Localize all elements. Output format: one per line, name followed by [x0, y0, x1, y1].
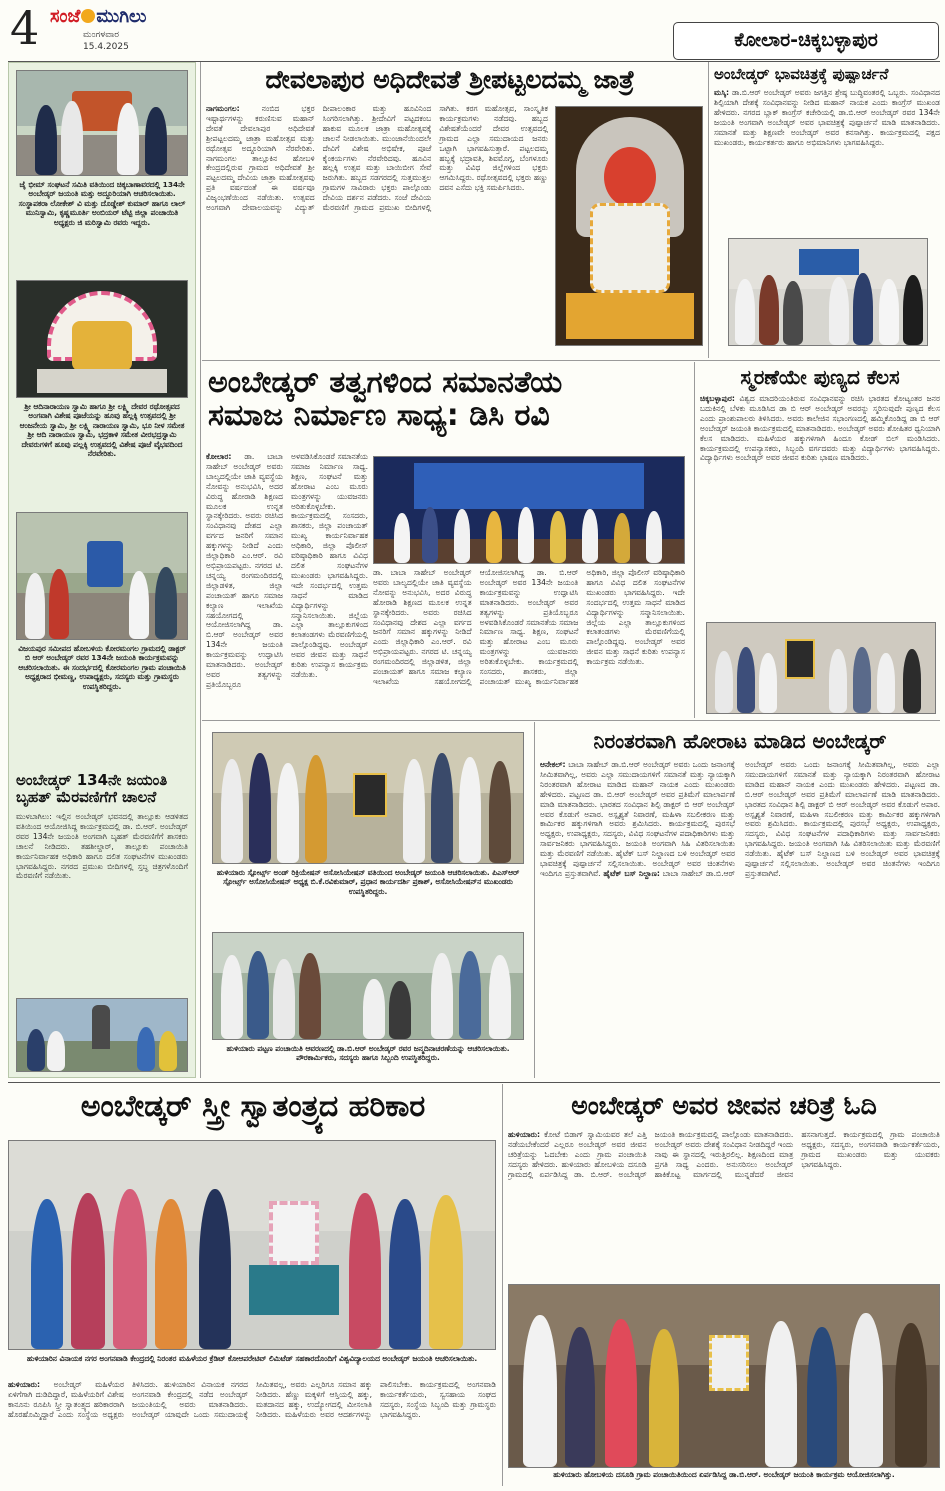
article6-photo — [8, 1140, 496, 1350]
sidebar-photo-group — [16, 512, 188, 640]
article1-dateline: ನಾಗಮಂಗಲ: — [206, 104, 240, 113]
column-rule-b — [694, 362, 695, 718]
article4-dateline: ಚಿಕ್ಕಬಳ್ಳಾಪುರ: — [700, 394, 735, 403]
article3-text: ಡಾ. ಬಾಬಾ ಸಾಹೇಬ್ ಅಂಬೇಡ್ಕರ್ ಅವರು ಬಾಲ್ಯದಲ್ಲಿಯೇ ಜಾತಿ ವ್ಯವಸ್ಥೆಯ ನೋವನ್ನು ಅನುಭವಿಸಿ, ಅದರ ವಿರುದ್ಧ ಹೋರಾಡಿ ಶಿಕ್ಷಣದ ಮೂಲಕ ಉನ್ನತ ಸ್ಥಾನಕ್ಕೇರಿದರು. ಅವರು ರಚಿಸಿದ ಸಂವಿಧಾನವು ದೇಶದ ಎಲ್ಲಾ ವರ್ಗದ ಜನರಿಗೆ ಸಮಾನ ಹಕ್ಕುಗಳನ್ನು ನೀಡಿದೆ ಎಂದು ಜಿಲ್ಲಾಧಿಕಾರಿ ಎಂ.ಆರ್. ರವಿ ಅಭಿಪ್ರಾಯಪಟ್ಟರು. ನಗರದ ಟಿ. ಚನ್ನಯ್ಯ ರಂಗಮಂದಿರದಲ್ಲಿ ಜಿಲ್ಲಾಡಳಿತ, ಜಿಲ್ಲಾ ಪಂಚಾಯತ್ ಹಾಗೂ ಸಮಾಜ ಕಲ್ಯಾಣ ಇಲಾಖೆಯ ಸಹಯೋಗದಲ್ಲಿ ಆಯೋಜಿಸಲಾಗಿದ್ದ ಡಾ. ಬಿ.ಆರ್ ಅಂಬೇಡ್ಕರ್ ಅವರ 134ನೇ ಜಯಂತಿ ಕಾರ್ಯಕ್ರಮವನ್ನು ಉದ್ಘಾಟಿಸಿ ಮಾತನಾಡಿದರು. ಅಂಬೇಡ್ಕರ್ ಅವರ ತತ್ವಗಳನ್ನು ಪ್ರತಿಯೊಬ್ಬರೂ ಅಳವಡಿಸಿಕೊಂಡರೆ ಸಮಾನತೆಯ ಸಮಾಜ ನಿರ್ಮಾಣ ಸಾಧ್ಯ. ಶಿಕ್ಷಣ, ಸಂಘಟನೆ ಮತ್ತು ಹೋರಾಟ ಎಂಬ ಮೂರು ಮಂತ್ರಗಳನ್ನು ಯುವಜನರು ಅರಿತುಕೊಳ್ಳಬೇಕು. ಕಾರ್ಯಕ್ರಮದಲ್ಲಿ ಸಂಸದರು, ಶಾಸಕರು, ಜಿಲ್ಲಾ ಪಂಚಾಯತ್ ಮುಖ್ಯ ಕಾರ್ಯನಿರ್ವಾಹಕ ಅಧಿಕಾರಿ, ಜಿಲ್ಲಾ ಪೊಲೀಸ್ ವರಿಷ್ಠಾಧಿಕಾರಿ ಹಾಗೂ ವಿವಿಧ ದಲಿತ ಸಂಘಟನೆಗಳ ಮುಖಂಡರು ಭಾಗವಹಿಸಿದ್ದರು. ಇದೇ ಸಂದರ್ಭದಲ್ಲಿ ಉತ್ತಮ ಸಾಧನೆ ಮಾಡಿದ ವಿದ್ಯಾರ್ಥಿಗಳನ್ನು ಸನ್ಮಾನಿಸಲಾಯಿತು. ಜಿಲ್ಲೆಯ ಎಲ್ಲಾ ತಾಲ್ಲೂಕುಗಳಿಂದ ಕಲಾತಂಡಗಳು ಮೆರವಣಿಗೆಯಲ್ಲಿ ಪಾಲ್ಗೊಂಡಿದ್ದವು. ಅಂಬೇಡ್ಕರ್ ಅವರ ಜೀವನ ಮತ್ತು ಸಾಧನೆ ಕುರಿತು ಉಪನ್ಯಾಸ ಕಾರ್ಯಕ್ರಮ ನಡೆಯಿತು. — [206, 452, 368, 689]
article3-headline-line2: ಸಮಾಜ ನಿರ್ಮಾಣ ಸಾಧ್ಯ: ಡಿಸಿ ರವಿ — [208, 398, 550, 433]
article4-headline: ಸ್ಮರಣೆಯೇ ಪುಣ್ಯದ ಕೆಲಸ — [740, 365, 900, 389]
row-rule-2 — [202, 720, 940, 721]
sun-icon — [81, 9, 95, 23]
article4-photo — [706, 622, 936, 714]
article5-subhead: ಹೈಟೆಕ್ ಬಸ್ ನಿಲ್ದಾಣ: — [603, 868, 660, 878]
article4-body — [700, 394, 940, 618]
column-rule-left — [200, 62, 201, 1078]
sidebar-photo-stage — [16, 70, 188, 176]
article6-headline: ಅಂಬೇಡ್ಕರ್ ಸ್ತ್ರೀ ಸ್ವಾತಂತ್ರ್ಯದ ಹರಿಕಾರ — [80, 1089, 426, 1124]
row-rule-1 — [202, 360, 940, 361]
article7-caption: ಹುಳಿಯಾರು ಹೋಬಳಿಯ ದಸೂಡಿ ಗ್ರಾಮ ಪಂಚಾಯಿತಿಯಿಂದ ಏರ್ಪಡಿಸಿದ್ದ ಡಾ.ಬಿ.ಆರ್. ಅಂಬೇಡ್ಕರ್ ಜಯಂತಿ ಕಾರ್ಯಕ್ರಮ ಆಯೋಜಿಸಲಾಗಿತ್ತು. — [553, 1470, 895, 1479]
article5-text: ಬಾಬಾ ಸಾಹೇಬ್ ಡಾ.ಬಿ.ಆರ್ ಅಂಬೇಡ್ಕರ್ ಅವರು ಒಂದು ಜನಾಂಗಕ್ಕೆ ಸೀಮಿತವಾಗಿಲ್ಲ, ಅವರು ಎಲ್ಲಾ ಸಮುದಾಯಗಳಿಗೆ ಸಮಾನತೆ ಮತ್ತು ನ್ಯಾಯಕ್ಕಾಗಿ ನಿರಂತರವಾಗಿ ಹೋರಾಟ ಮಾಡಿದ ಮಹಾನ್ ನಾಯಕ ಎಂದು ಮುಖಂಡರು ಹೇಳಿದರು. ಪಟ್ಟಣದ ಡಾ. ಬಿ.ಆರ್ ಅಂಬೇಡ್ಕರ್ ಅವರ ಪ್ರತಿಮೆಗೆ ಮಾಲಾರ್ಪಣೆ ಮಾಡಿ ಮಾತನಾಡಿದರು. ಭಾರತದ ಸಂವಿಧಾನ ಶಿಲ್ಪಿ ಡಾಕ್ಟರ್ ಬಿ ಆರ್ ಅಂಬೇಡ್ಕರ್ ಅವರ ಕೊಡುಗೆ ಅಪಾರ. ಅಸ್ಪೃಶ್ಯತೆ ನಿವಾರಣೆ, ಮಹಿಳಾ ಸಬಲೀಕರಣ ಮತ್ತು ಕಾರ್ಮಿಕರ ಹಕ್ಕುಗಳಿಗಾಗಿ ಅವರು ಶ್ರಮಿಸಿದರು. ಕಾರ್ಯಕ್ರಮದಲ್ಲಿ ಪುರಸಭೆ ಅಧ್ಯಕ್ಷರು, ಉಪಾಧ್ಯಕ್ಷರು, ಸದಸ್ಯರು, ವಿವಿಧ ಸಂಘಟನೆಗಳ ಪದಾಧಿಕಾರಿಗಳು ಮತ್ತು ಸಾರ್ವಜನಿಕರು ಭಾಗವಹಿಸಿದ್ದರು. ಜಯಂತಿ ಅಂಗವಾಗಿ ಸಿಹಿ ವಿತರಿಸಲಾಯಿತು ಮತ್ತು ಮೆರವಣಿಗೆ ನಡೆಯಿತು. ಹೈಟೆಕ್ ಬಸ್ ನಿಲ್ದಾಣದ ಬಳಿ ಅಂಬೇಡ್ಕರ್ ಅವರ ಭಾವಚಿತ್ರಕ್ಕೆ ಪುಷ್ಪಾರ್ಚನೆ ಸಲ್ಲಿಸಲಾಯಿತು. ಅಂಬೇಡ್ಕರ್ ಅವರ ಚಿಂತನೆಗಳು ಇಂದಿಗೂ ಪ್ರಸ್ತುತವಾಗಿವೆ. — [540, 760, 735, 878]
article1-headline: ದೇವಲಾಪುರ ಅಧಿದೇವತೆ ಶ್ರೀಪಟ್ಟಲದಮ್ಮ ಜಾತ್ರೆ — [265, 65, 635, 94]
article3-dateline: ಕೋಲಾರ: — [206, 452, 232, 461]
newspaper-logo — [50, 6, 146, 28]
row-rule-3 — [8, 1082, 940, 1083]
column-rule-d — [502, 1084, 503, 1486]
sidebar-headline: ಅಂಬೇಡ್ಕರ್ 134ನೇ ಜಯಂತಿ ಬೃಹತ್ ಮೆರವಣಿಗೆಗೆ ಚಾಲನೆ — [16, 771, 168, 806]
article4-text: ವಿಶ್ವದ ಮಾದರಿಯಂತಿರುವ ಸಂವಿಧಾನವನ್ನು ರಚಿಸಿ ಭಾರತದ ಕೋಟ್ಯಂತರ ಜನರ ಬದುಕಿನಲ್ಲಿ ಬೆಳಕು ಮೂಡಿಸಿದ ಡಾ ಬಿ ಆರ್ ಅಂಬೇಡ್ಕರ್ ಅವರನ್ನು ಸ್ಮರಿಸುವುದೇ ಪುಣ್ಯದ ಕೆಲಸ ಎಂದು ಪ್ರಾಂಶುಪಾಲರು ತಿಳಿಸಿದರು. ಅವರು ಕಾಲೇಜಿನ ಸಭಾಂಗಣದಲ್ಲಿ ಹಮ್ಮಿಕೊಂಡಿದ್ದ ಡಾ ಬಿ ಆರ್ ಅಂಬೇಡ್ಕರ್ ಜಯಂತಿ ಕಾರ್ಯಕ್ರಮದಲ್ಲಿ ಮಾತನಾಡಿದರು. ಅಂಬೇಡ್ಕರ್ ಅವರು ಶೋಷಿತರ ಧ್ವನಿಯಾಗಿ ಕೆಲಸ ಮಾಡಿದರು. ಮಹಿಳೆಯರ ಹಕ್ಕುಗಳಿಗಾಗಿ ಹಿಂದೂ ಕೋಡ್ ಬಿಲ್ ಮಂಡಿಸಿದರು. ಕಾರ್ಯಕ್ರಮದಲ್ಲಿ ಉಪನ್ಯಾಸಕರು, ಸಿಬ್ಬಂದಿ ವರ್ಗದವರು ಮತ್ತು ವಿದ್ಯಾರ್ಥಿಗಳು ಭಾಗವಹಿಸಿದ್ದರು. ವಿದ್ಯಾರ್ಥಿಗಳು ಅಂಬೇಡ್ಕರ್ ಅವರ ಜೀವನ ಕುರಿತು ಭಾಷಣ ಮಾಡಿದರು. — [700, 394, 940, 463]
sidebar-photo-statue — [16, 998, 188, 1072]
sidebar-caption-3: ವಿಜಯಪುರ ಸಮೀಪದ ಹೋಬಳಿಯ ಕೋರಮಂಗಲ ಗ್ರಾಮದಲ್ಲಿ ಡಾಕ್ಟರ್ ಬಿ ಆರ್ ಅಂಬೇಡ್ಕರ್ ರವರ 134ನೇ ಜಯಂತಿ ಕಾರ್ಯಕ್ರಮವನ್ನು ಆಚರಿಸಲಾಯಿತು. ಈ ಸಂದರ್ಭದಲ್ಲಿ ಕೋರಮಂಗಲ ಗ್ರಾಮ ಪಂಚಾಯಿತಿ ಅಧ್ಯಕ್ಷರಾದ ಭೀಮಣ್ಣ, ಉಪಾಧ್ಯಕ್ಷರು, ಸದಸ್ಯರು ಮತ್ತು ಗ್ರಾಮಸ್ಥರು ಉಪಸ್ಥಿತರಿದ್ದರು. — [18, 644, 186, 691]
article5-body — [540, 760, 940, 1076]
article6-body — [8, 1380, 496, 1486]
article1-text: ನಂಬಿದ ಭಕ್ತರ ಇಷ್ಟಾರ್ಥಗಳನ್ನು ಕರುಣಿಸುವ ಮಹಾನ್ ದೇವತೆ ದೇವಲಾಪುರ ಅಧಿದೇವತೆ ಶ್ರೀಪಟ್ಟಲದಮ್ಮ ಜಾತ್ರಾ ಮಹೋತ್ಸವ ಮತ್ತು ರಥೋತ್ಸವ ಅದ್ದೂರಿಯಾಗಿ ನೆರವೇರಿತು. ನಾಗಮಂಗಲ ತಾಲ್ಲೂಕಿನ ಹೋಬಳಿ ಕೇಂದ್ರದಲ್ಲಿರುವ ಗ್ರಾಮದ ಅಧಿದೇವತೆ ಶ್ರೀ ಪಟ್ಟಲದಮ್ಮ ದೇವಿಯ ಜಾತ್ರಾ ಮಹೋತ್ಸವವು ಪ್ರತಿ ವರ್ಷದಂತೆ ಈ ವರ್ಷವೂ ವಿಜೃಂಭಣೆಯಿಂದ ನಡೆಯಿತು. ಉತ್ಸವದ ಅಂಗವಾಗಿ ದೇವಾಲಯವನ್ನು ವಿದ್ಯುತ್ ದೀಪಾಲಂಕಾರ ಮತ್ತು ಹೂವಿನಿಂದ ಸಿಂಗರಿಸಲಾಗಿತ್ತು. ಶ್ರೀದೇವಿಗೆ ಪಟ್ಟದಕಂಬ ಹಾಕುವ ಮೂಲಕ ಜಾತ್ರಾ ಮಹೋತ್ಸವಕ್ಕೆ ಚಾಲನೆ ನೀಡಲಾಯಿತು. ಮುಂಜಾನೆಯಿಂದಲೇ ದೇವಿಗೆ ವಿಶೇಷ ಅಭಿಷೇಕ, ಪೂಜೆ ಕೈಂಕರ್ಯಗಳು ನೆರವೇರಿದವು. ಹೂವಿನ ಹಲ್ಲಕ್ಕಿ ಉತ್ಸವ ಮತ್ತು ಬಾಯಿಬೀಗ ಸೇವೆ ಜರುಗಿತು. ಹಬ್ಬದ ಸಡಗರದಲ್ಲಿ ಸುತ್ತಮುತ್ತಲ ಗ್ರಾಮಗಳ ಸಾವಿರಾರು ಭಕ್ತರು ಪಾಲ್ಗೊಂಡು ದೇವಿಯ ದರ್ಶನ ಪಡೆದರು. ಸಂಜೆ ದೇವಿಯ ಮೆರವಣಿಗೆ ಗ್ರಾಮದ ಪ್ರಮುಖ ಬೀದಿಗಳಲ್ಲಿ ಸಾಗಿತು. ಕರಗ ಮಹೋತ್ಸವ, ಸಾಂಸ್ಕೃತಿಕ ಕಾರ್ಯಕ್ರಮಗಳು ನಡೆದವು. ಹಬ್ಬದ ವಿಶೇಷತೆಯೆಂದರೆ ದೇವರ ಉತ್ಸವದಲ್ಲಿ ಗ್ರಾಮದ ಎಲ್ಲಾ ಸಮುದಾಯದ ಜನರು ಒಟ್ಟಾಗಿ ಭಾಗವಹಿಸುತ್ತಾರೆ. ಪಟ್ಟಲದಮ್ಮ ಹಬ್ಬಕ್ಕೆ ಭದ್ರಾವತಿ, ಶಿವಮೊಗ್ಗ, ಬೆಂಗಳೂರು ಮತ್ತು ವಿವಿಧ ಜಿಲ್ಲೆಗಳಿಂದ ಭಕ್ತರು ಆಗಮಿಸಿದ್ದರು. ರಥೋತ್ಸವದಲ್ಲಿ ಭಕ್ತರು ಹಣ್ಣು ದವನ ಎಸೆದು ಭಕ್ತಿ ಸಮರ್ಪಿಸಿದರು. — [206, 104, 548, 213]
article7-dateline: ಹುಳಿಯಾರು: — [508, 1130, 541, 1139]
article7-text: ಕೋಟೆ ಬಿಡಾಗ್ ಸ್ವಾಮಿಯವರ ತಲೆ ಎತ್ತಿ ನಡೆಯಬೇಕೆಂದರೆ ಎಲ್ಲರೂ ಅಂಬೇಡ್ಕರ್ ಅವರ ಜೀವನ ಚರಿತ್ರೆಯನ್ನು ಓದಬೇಕು ಎಂದು ಗ್ರಾಮ ಪಂಚಾಯಿತಿ ಸದಸ್ಯರು ಹೇಳಿದರು. ಹುಳಿಯಾರು ಹೋಬಳಿಯ ದಸೂಡಿ ಗ್ರಾಮದಲ್ಲಿ ಏರ್ಪಡಿಸಿದ್ದ ಡಾ. ಬಿ.ಆರ್. ಅಂಬೇಡ್ಕರ್ ಜಯಂತಿ ಕಾರ್ಯಕ್ರಮದಲ್ಲಿ ಪಾಲ್ಗೊಂಡು ಮಾತನಾಡಿದರು. ಅಂಬೇಡ್ಕರ್ ಅವರು ದೇಶಕ್ಕೆ ಸಂವಿಧಾನ ನೀಡದಿದ್ದರೆ ಇಂದು ನಾವು ಈ ಸ್ಥಾನದಲ್ಲಿ ಇರುತ್ತಿರಲಿಲ್ಲ. ಶಿಕ್ಷಣದಿಂದ ಮಾತ್ರ ಪ್ರಗತಿ ಸಾಧ್ಯ ಎಂದರು. ಅನುಸರಿಸಲು ಅಂಬೇಡ್ಕರ್ ಹಾಕಿಕೊಟ್ಟ ಮಾರ್ಗದಲ್ಲಿ ಮುನ್ನಡೆದರೆ ಜೀವನ ಹಸನಾಗುತ್ತದೆ. ಕಾರ್ಯಕ್ರಮದಲ್ಲಿ ಗ್ರಾಮ ಪಂಚಾಯಿತಿ ಅಧ್ಯಕ್ಷರು, ಸದಸ್ಯರು, ಅಂಗನವಾಡಿ ಕಾರ್ಯಕರ್ತೆಯರು, ಗ್ರಾಮದ ಮುಖಂಡರು ಮತ್ತು ಯುವಕರು ಭಾಗವಹಿಸಿದ್ದರು. — [508, 1130, 940, 1179]
article2-dateline: ಮಸ್ಕಿ: — [714, 88, 730, 97]
article3-body-left — [206, 452, 368, 714]
article2-headline: ಅಂಬೇಡ್ಕರ್ ಭಾವಚಿತ್ರಕ್ಕೆ ಪುಷ್ಪಾರ್ಚನೆ — [714, 65, 889, 83]
column-rule-a — [708, 62, 709, 358]
article6-caption: ಹುಳಿಯಾರಿನ ವಿನಾಯಕ ನಗರ ಅಂಗನವಾಡಿ ಕೇಂದ್ರದಲ್ಲಿ ನಿರಂತರ ಮಹಿಳೆಯರ ಕ್ರೆಡಿಟ್ ಕೋಆಪರೇಟಿವ್ ಲಿಮಿಟೆಡ್ ಸಹಕಾರದೊಂದಿಗೆ ವಿಶ್ವವಿದ್ಯಾಲಯದ ಅಂಬೇಡ್ಕರ್ ಜಯಂತಿ ಆಚರಿಸಲಾಯಿತು. — [26, 1354, 478, 1363]
article3-body-right: ಡಾ. ಬಾಬಾ ಸಾಹೇಬ್ ಅಂಬೇಡ್ಕರ್ ಅವರು ಬಾಲ್ಯದಲ್ಲಿಯೇ ಜಾತಿ ವ್ಯವಸ್ಥೆಯ ನೋವನ್ನು ಅನುಭವಿಸಿ, ಅದರ ವಿರುದ್ಧ ಹೋರಾಡಿ ಶಿಕ್ಷಣದ ಮೂಲಕ ಉನ್ನತ ಸ್ಥಾನಕ್ಕೇರಿದರು. ಅವರು ರಚಿಸಿದ ಸಂವಿಧಾನವು ದೇಶದ ಎಲ್ಲಾ ವರ್ಗದ ಜನರಿಗೆ ಸಮಾನ ಹಕ್ಕುಗಳನ್ನು ನೀಡಿದೆ ಎಂದು ಜಿಲ್ಲಾಧಿಕಾರಿ ಎಂ.ಆರ್. ರವಿ ಅಭಿಪ್ರಾಯಪಟ್ಟರು. ನಗರದ ಟಿ. ಚನ್ನಯ್ಯ ರಂಗಮಂದಿರದಲ್ಲಿ ಜಿಲ್ಲಾಡಳಿತ, ಜಿಲ್ಲಾ ಪಂಚಾಯತ್ ಹಾಗೂ ಸಮಾಜ ಕಲ್ಯಾಣ ಇಲಾಖೆಯ ಸಹಯೋಗದಲ್ಲಿ ಆಯೋಜಿಸಲಾಗಿದ್ದ ಡಾ. ಬಿ.ಆರ್ ಅಂಬೇಡ್ಕರ್ ಅವರ 134ನೇ ಜಯಂತಿ ಕಾರ್ಯಕ್ರಮವನ್ನು ಉದ್ಘಾಟಿಸಿ ಮಾತನಾಡಿದರು. ಅಂಬೇಡ್ಕರ್ ಅವರ ತತ್ವಗಳನ್ನು ಪ್ರತಿಯೊಬ್ಬರೂ ಅಳವಡಿಸಿಕೊಂಡರೆ ಸಮಾನತೆಯ ಸಮಾಜ ನಿರ್ಮಾಣ ಸಾಧ್ಯ. ಶಿಕ್ಷಣ, ಸಂಘಟನೆ ಮತ್ತು ಹೋರಾಟ ಎಂಬ ಮೂರು ಮಂತ್ರಗಳನ್ನು ಯುವಜನರು ಅರಿತುಕೊಳ್ಳಬೇಕು. ಕಾರ್ಯಕ್ರಮದಲ್ಲಿ ಸಂಸದರು, ಶಾಸಕರು, ಜಿಲ್ಲಾ ಪಂಚಾಯತ್ ಮುಖ್ಯ ಕಾರ್ಯನಿರ್ವಾಹಕ ಅಧಿಕಾರಿ, ಜಿಲ್ಲಾ ಪೊಲೀಸ್ ವರಿಷ್ಠಾಧಿಕಾರಿ ಹಾಗೂ ವಿವಿಧ ದಲಿತ ಸಂಘಟನೆಗಳ ಮುಖಂಡರು ಭಾಗವಹಿಸಿದ್ದರು. ಇದೇ ಸಂದರ್ಭದಲ್ಲಿ ಉತ್ತಮ ಸಾಧನೆ ಮಾಡಿದ ವಿದ್ಯಾರ್ಥಿಗಳನ್ನು ಸನ್ಮಾನಿಸಲಾಯಿತು. ಜಿಲ್ಲೆಯ ಎಲ್ಲಾ ತಾಲ್ಲೂಕುಗಳಿಂದ ಕಲಾತಂಡಗಳು ಮೆರವಣಿಗೆಯಲ್ಲಿ ಪಾಲ್ಗೊಂಡಿದ್ದವು. ಅಂಬೇಡ್ಕರ್ ಅವರ ಜೀವನ ಮತ್ತು ಸಾಧನೆ ಕುರಿತು ಉಪನ್ಯಾಸ ಕಾರ್ಯಕ್ರಮ ನಡೆಯಿತು. — [373, 568, 685, 686]
article6-text: ಅಂಬೇಡ್ಕರ್ ಮಹಿಳೆಯರ ಏಳಿಗೆಗಾಗಿ ದುಡಿದಿದ್ದಾರೆ, ಮಹಿಳೆಯರಿಗೆ ವಿಶೇಷ ಕಾನೂನು ರೂಪಿಸಿ ಸ್ತ್ರೀ ಸ್ವಾತಂತ್ರ್ಯದ ಹರಿಕಾರರಾಗಿ ಹೊರಹೊಮ್ಮಿದ್ದಾರೆ ಎಂದು ಸಂಸ್ಥೆಯ ಅಧ್ಯಕ್ಷರು ತಿಳಿಸಿದರು. ಹುಳಿಯಾರಿನ ವಿನಾಯಕ ನಗರದ ಅಂಗನವಾಡಿ ಕೇಂದ್ರದಲ್ಲಿ ನಡೆದ ಅಂಬೇಡ್ಕರ್ ಜಯಂತಿಯಲ್ಲಿ ಅವರು ಮಾತನಾಡಿದರು. ಅಂಬೇಡ್ಕರ್ ಯಾವುದೇ ಒಂದು ಸಮುದಾಯಕ್ಕೆ ಸೀಮಿತವಲ್ಲ, ಅವರು ಎಲ್ಲರಿಗೂ ಸಮಾನ ಹಕ್ಕು ನೀಡಿದರು. ಹೆಣ್ಣು ಮಕ್ಕಳಿಗೆ ಆಸ್ತಿಯಲ್ಲಿ ಹಕ್ಕು, ಮತದಾನದ ಹಕ್ಕು, ಉದ್ಯೋಗದಲ್ಲಿ ಮೀಸಲಾತಿ ನೀಡಿದರು. ಮಹಿಳೆಯರು ಅವರ ಆದರ್ಶಗಳನ್ನು ಪಾಲಿಸಬೇಕು. ಕಾರ್ಯಕ್ರಮದಲ್ಲಿ ಅಂಗನವಾಡಿ ಕಾರ್ಯಕರ್ತೆಯರು, ಸ್ವಸಹಾಯ ಸಂಘದ ಸದಸ್ಯರು, ಸಂಸ್ಥೆಯ ಸಿಬ್ಬಂದಿ ಮತ್ತು ಗ್ರಾಮಸ್ಥರು ಭಾಗವಹಿಸಿದ್ದರು. — [8, 1380, 496, 1419]
article2-text: ಡಾ.ಬಿ.ಆರ್ ಅಂಬೇಡ್ಕರ್ ಅವರು ಜಗತ್ತಿನ ಶ್ರೇಷ್ಠ ಬುದ್ಧಿವಂತರಲ್ಲಿ ಒಬ್ಬರು. ಸಂವಿಧಾನದ ಶಿಲ್ಪಿಯಾಗಿ ದೇಶಕ್ಕೆ ಸಂವಿಧಾನವನ್ನು ನೀಡಿದ ಮಹಾನ್ ನಾಯಕ ಎಂದು ಕಾಂಗ್ರೆಸ್ ಮುಖಂಡ ಹೇಳಿದರು. ನಗರದ ಬ್ಲಾಕ್ ಕಾಂಗ್ರೆಸ್ ಕಚೇರಿಯಲ್ಲಿ ಡಾ.ಬಿ.ಆರ್ ಅಂಬೇಡ್ಕರ್ ರವರ 134ನೇ ಜಯಂತಿ ಅಂಗವಾಗಿ ಅಂಬೇಡ್ಕರ್ ಅವರ ಭಾವಚಿತ್ರಕ್ಕೆ ಪುಷ್ಪಾರ್ಚನೆ ಮಾಡಿ ಮಾತನಾಡಿದರು. ಸಮಾನತೆ ಮತ್ತು ಶಿಕ್ಷಣವೇ ಅಂಬೇಡ್ಕರ್ ಅವರ ಕನಸಾಗಿತ್ತು. ಕಾರ್ಯಕ್ರಮದಲ್ಲಿ ಪಕ್ಷದ ಮುಖಂಡರು, ಕಾರ್ಯಕರ್ತರು ಹಾಗೂ ಅಭಿಮಾನಿಗಳು ಭಾಗವಹಿಸಿದ್ದರು. — [714, 88, 940, 147]
sidebar-caption-1: ಜೈ ಭೀಮ್ ಸಂಘಟನೆ ಸಮಿತಿ ವತಿಯಿಂದ ಚಿಕ್ಕಬಾಣಾವರದಲ್ಲಿ 134ನೇ ಅಂಬೇಡ್ಕರ್ ಜಯಂತಿ ಮತ್ತು ಅದ್ದೂರಿಯಾಗಿ ಆಚರಿಸಲಾಯಿತು. ಸಂಸ್ಥಾಪಕರಾ ಲೋಕೇಶ್ ವಿ ಮತ್ತು ದೊಡ್ಡೇಶ್ ಕುಮಾರ್ ಹಾಗೂ ಲಾಲ್ ಮುನಿಸ್ವಾಮಿ, ಕೃಷ್ಣಮೂರ್ತಿ ಅಂಬಿಯರ್ ಟೆಟ್ಟಿ ಜಿಲ್ಲಾ ಪಂಚಾಯಿತಿ ಅಧ್ಯಕ್ಷರು ಜಿ ಮರಿಸ್ವಾಮಿ ರವರು ಇದ್ದರು. — [18, 180, 186, 227]
article2-body — [714, 88, 940, 234]
article3-photo-stage — [373, 456, 685, 564]
article7-body — [508, 1130, 940, 1278]
article1-photo-goddess — [555, 106, 703, 346]
logo-part1: ಸಂಜೆ — [50, 6, 81, 27]
article5-photo-2 — [212, 932, 524, 1040]
sidebar-caption-2: ಶ್ರೀ ಆದಿನಾರಾಯಣ ಸ್ವಾಮಿ ಹಾಗೂ ಶ್ರೀ ಲಕ್ಷ್ಮಿ ದೇವರ ರಥೋತ್ಸವದ ಅಂಗವಾಗಿ ವಿಶೇಷ ಪೂಜೆಯನ್ನು ಹೂವು ಹಲ್ಲಕ್ಕಿ ಉತ್ಸವದಲ್ಲಿ ಶ್ರೀ ಆಂಜನೇಯ ಸ್ವಾಮಿ, ಶ್ರೀ ಲಕ್ಷ್ಮಿ ನಾರಾಯಣ ಸ್ವಾಮಿ, ಭೂ ನೀಳ ಸಮೇತ ಶ್ರೀ ಆದಿ ನಾರಾಯಣ ಸ್ವಾಮಿ, ಭದ್ರಕಾಳಿ ಸಮೇತ ವೀರಭದ್ರಸ್ವಾಮಿ ದೇವರುಗಳಿಗೆ ಹೂವು ಪಲ್ಲಕ್ಕಿ ಉತ್ಸವದಲ್ಲಿ ವಿಶೇಷ ಪೂಜೆ ವೈಭವದಿಂದ ನೆರವೇರಿತು. — [19, 402, 185, 459]
article7-headline: ಅಂಬೇಡ್ಕರ್ ಅವರ ಜೀವನ ಚರಿತ್ರೆ ಓದಿ — [571, 1091, 877, 1120]
article5-caption-1: ಹುಳಿಯಾರು ಸ್ಪೋರ್ಟ್ಸ್ ಅಂಡ್ ರಿಕ್ರಿಯೇಷನ್ ಅಸೋಸಿಯೇಷನ್ ವತಿಯಿಂದ ಅಂಬೇಡ್ಕರ್ ಜಯಂತಿ ಆಚರಿಸಲಾಯಿತು. ಪಿಎಸ್ಆರ್ ಸ್ಪೋರ್ಟ್ಸ್ ಅಸೋಸಿಯೇಷನ್ ಅಧ್ಯಕ್ಷ ಬಿ.ಕೆ.ರವಿಕುಮಾರ್, ಪ್ರಧಾನ ಕಾರ್ಯದರ್ಶಿ ಪ್ರಕಾಶ್, ಅಸೋಸಿಯೇಷನ್‌ನ ಮುಖಂಡರು ಉಪಸ್ಥಿತರಿದ್ದರು. — [216, 868, 520, 896]
article5-headline: ನಿರಂತರವಾಗಿ ಹೋರಾಟ ಮಾಡಿದ ಅಂಬೇಡ್ಕರ್ — [593, 729, 887, 753]
article7-photo — [508, 1284, 940, 1468]
issue-date: 15.4.2025 — [83, 42, 129, 52]
page-number: 4 — [10, 1, 40, 55]
article3-headline-line1: ಅಂಬೇಡ್ಕರ್ ತತ್ವಗಳಿಂದ ಸಮಾನತೆಯ — [208, 365, 563, 400]
column-rule-c — [534, 722, 535, 1078]
region-banner: ಕೋಲಾರ-ಚಿಕ್ಕಬಳ್ಳಾಪುರ — [673, 22, 939, 60]
article5-dateline: ಆನೇಕಲ್: — [540, 760, 566, 769]
article5-text-2: ಬಾಬಾ ಸಾಹೇಬ್ ಡಾ.ಬಿ.ಆರ್ ಅಂಬೇಡ್ಕರ್ ಅವರು ಒಂದು ಜನಾಂಗಕ್ಕೆ ಸೀಮಿತವಾಗಿಲ್ಲ, ಅವರು ಎಲ್ಲಾ ಸಮುದಾಯಗಳಿಗೆ ಸಮಾನತೆ ಮತ್ತು ನ್ಯಾಯಕ್ಕಾಗಿ ನಿರಂತರವಾಗಿ ಹೋರಾಟ ಮಾಡಿದ ಮಹಾನ್ ನಾಯಕ ಎಂದು ಮುಖಂಡರು ಹೇಳಿದರು. ಪಟ್ಟಣದ ಡಾ. ಬಿ.ಆರ್ ಅಂಬೇಡ್ಕರ್ ಅವರ ಪ್ರತಿಮೆಗೆ ಮಾಲಾರ್ಪಣೆ ಮಾಡಿ ಮಾತನಾಡಿದರು. ಭಾರತದ ಸಂವಿಧಾನ ಶಿಲ್ಪಿ ಡಾಕ್ಟರ್ ಬಿ ಆರ್ ಅಂಬೇಡ್ಕರ್ ಅವರ ಕೊಡುಗೆ ಅಪಾರ. ಅಸ್ಪೃಶ್ಯತೆ ನಿವಾರಣೆ, ಮಹಿಳಾ ಸಬಲೀಕರಣ ಮತ್ತು ಕಾರ್ಮಿಕರ ಹಕ್ಕುಗಳಿಗಾಗಿ ಅವರು ಶ್ರಮಿಸಿದರು. ಕಾರ್ಯಕ್ರಮದಲ್ಲಿ ಪುರಸಭೆ ಅಧ್ಯಕ್ಷರು, ಉಪಾಧ್ಯಕ್ಷರು, ಸದಸ್ಯರು, ವಿವಿಧ ಸಂಘಟನೆಗಳ ಪದಾಧಿಕಾರಿಗಳು ಮತ್ತು ಸಾರ್ವಜನಿಕರು ಭಾಗವಹಿಸಿದ್ದರು. ಜಯಂತಿ ಅಂಗವಾಗಿ ಸಿಹಿ ವಿತರಿಸಲಾಯಿತು ಮತ್ತು ಮೆರವಣಿಗೆ ನಡೆಯಿತು. ಹೈಟೆಕ್ ಬಸ್ ನಿಲ್ದಾಣದ ಬಳಿ ಅಂಬೇಡ್ಕರ್ ಅವರ ಭಾವಚಿತ್ರಕ್ಕೆ ಪುಷ್ಪಾರ್ಚನೆ ಸಲ್ಲಿಸಲಾಯಿತು. ಅಂಬೇಡ್ಕರ್ ಅವರ ಚಿಂತನೆಗಳು ಇಂದಿಗೂ ಪ್ರಸ್ತುತವಾಗಿವೆ. — [662, 760, 940, 878]
article5-photo-1 — [212, 732, 524, 864]
article6-dateline: ಹುಳಿಯಾರು: — [8, 1380, 41, 1389]
sidebar-body: ಮುಳಬಾಗಿಲು: ಇಲ್ಲಿನ ಅಂಬೇಡ್ಕರ್ ಭವನದಲ್ಲಿ ತಾಲ್ಲೂಕು ಆಡಳಿತದ ವತಿಯಿಂದ ಆಯೋಜಿಸಿದ್ದ ಕಾರ್ಯಕ್ರಮದಲ್ಲಿ ಡಾ. ಬಿ.ಆರ್. ಅಂಬೇಡ್ಕರ್ ರವರ 134ನೇ ಜಯಂತಿ ಅಂಗವಾಗಿ ಬೃಹತ್ ಮೆರವಣಿಗೆಗೆ ಶಾಸಕರು ಚಾಲನೆ ನೀಡಿದರು. ತಹಶೀಲ್ದಾರ್, ತಾಲ್ಲೂಕು ಪಂಚಾಯಿತಿ ಕಾರ್ಯನಿರ್ವಾಹಕ ಅಧಿಕಾರಿ ಹಾಗೂ ದಲಿತ ಸಂಘಟನೆಗಳ ಮುಖಂಡರು ಭಾಗವಹಿಸಿದ್ದರು. ನಗರದ ಪ್ರಮುಖ ಬೀದಿಗಳಲ್ಲಿ ಸ್ತಬ್ಧ ಚಿತ್ರಗಳೊಂದಿಗೆ ಮೆರವಣಿಗೆ ನಡೆಯಿತು. — [16, 812, 188, 881]
article5-caption-2: ಹುಳಿಯಾರು ಪಟ್ಟಣ ಪಂಚಾಯಿತಿ ಆವರಣದಲ್ಲಿ ಡಾ.ಬಿ.ಆರ್ ಅಂಬೇಡ್ಕರ್ ರವರ ಜನ್ಮದಿನಾಚರಣೆಯನ್ನು ಆಚರಿಸಲಾಯಿತು. ಪೌರಕಾರ್ಮಿಕರು, ಸದಸ್ಯರು ಹಾಗೂ ಸಿಬ್ಬಂದಿ ಉಪಸ್ಥಿತರಿದ್ದರು. — [226, 1044, 510, 1063]
article3-headline — [208, 366, 692, 432]
issue-day: ಮಂಗಳವಾರ — [83, 30, 120, 40]
logo-part2: ಮುಗಿಲು — [96, 6, 147, 27]
article1-body — [206, 104, 548, 356]
article2-photo — [728, 238, 928, 346]
sidebar-photo-palanquin — [16, 280, 188, 398]
